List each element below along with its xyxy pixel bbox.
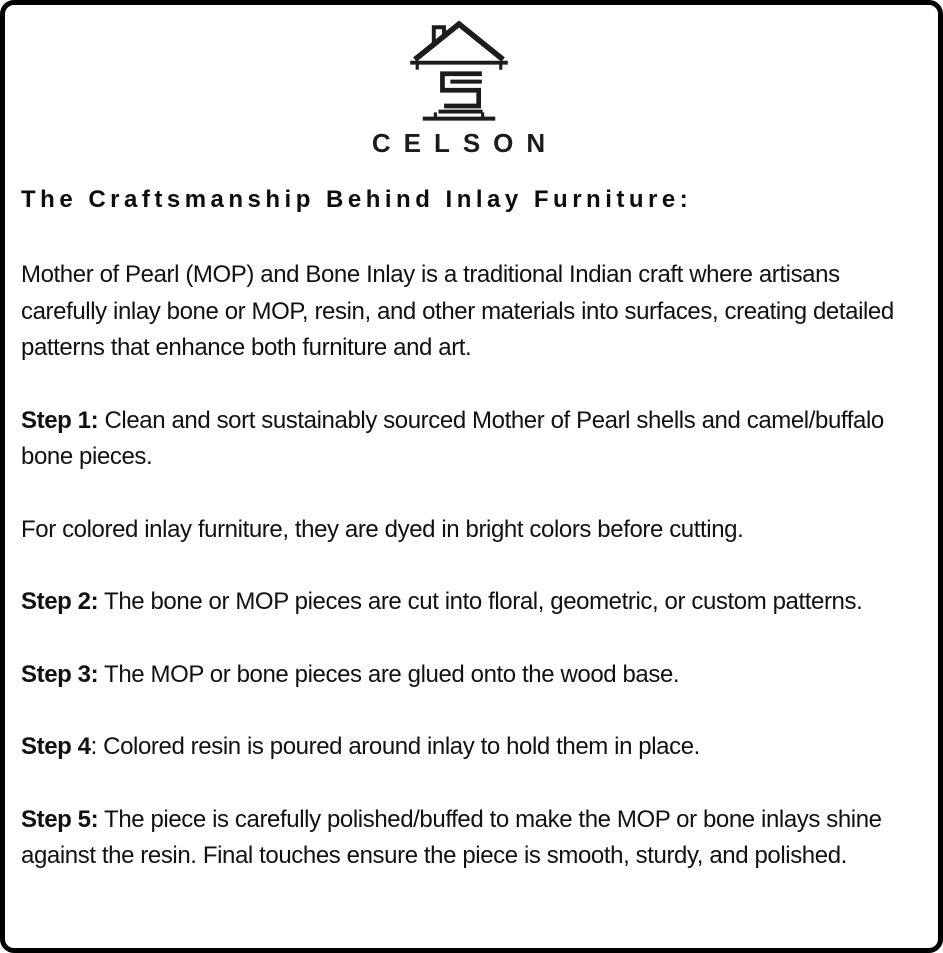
celson-house-logo-icon (398, 17, 520, 121)
step-5-paragraph (21, 802, 896, 875)
step-2-paragraph (21, 584, 896, 621)
page-title: The Craftsmanship Behind Inlay Furniture: (21, 186, 693, 213)
step-5-label: Step 5: (21, 805, 99, 833)
step-1-paragraph (21, 403, 896, 476)
brand-name: CELSON (371, 128, 559, 158)
step-1-text: Clean and sort sustainably sourced Mother of Pearl shells and camel/buffalo bone pieces. (21, 406, 884, 470)
step-4-paragraph (21, 729, 896, 766)
note-text: For colored inlay furniture, they are dyed in bright colors before cutting. (21, 515, 744, 543)
step-3-label: Step 3: (21, 660, 99, 688)
step-4-label: Step 4 (21, 733, 91, 760)
colored-inlay-note-paragraph (21, 512, 896, 549)
step-2-text: The bone or MOP pieces are cut into floral, geometric, or custom patterns. (98, 588, 863, 615)
body-text (21, 257, 896, 875)
intro-paragraph (21, 257, 896, 367)
intro-text: Mother of Pearl (MOP) and Bone Inlay is a traditional Indian craft where artisans carefully inlay bone or MOP, resin, and other materials into surfaces, creating detailed patterns that enhance both furniture and art. (21, 261, 894, 361)
step-5-text: The piece is carefully polished/buffed to make the MOP or bone inlays shine against the resin. Final touches ensure the piece is smooth, sturdy, and polished. (21, 805, 882, 869)
step-4-text: : Colored resin is poured around inlay to hold them in place. (90, 733, 700, 760)
step-3-text: The MOP or bone pieces are glued onto the wood base. (98, 660, 680, 688)
step-3-paragraph (21, 657, 896, 694)
step-1-label: Step 1: (21, 406, 99, 434)
logo-container (21, 17, 896, 121)
step-2-label: Step 2: (21, 588, 99, 615)
